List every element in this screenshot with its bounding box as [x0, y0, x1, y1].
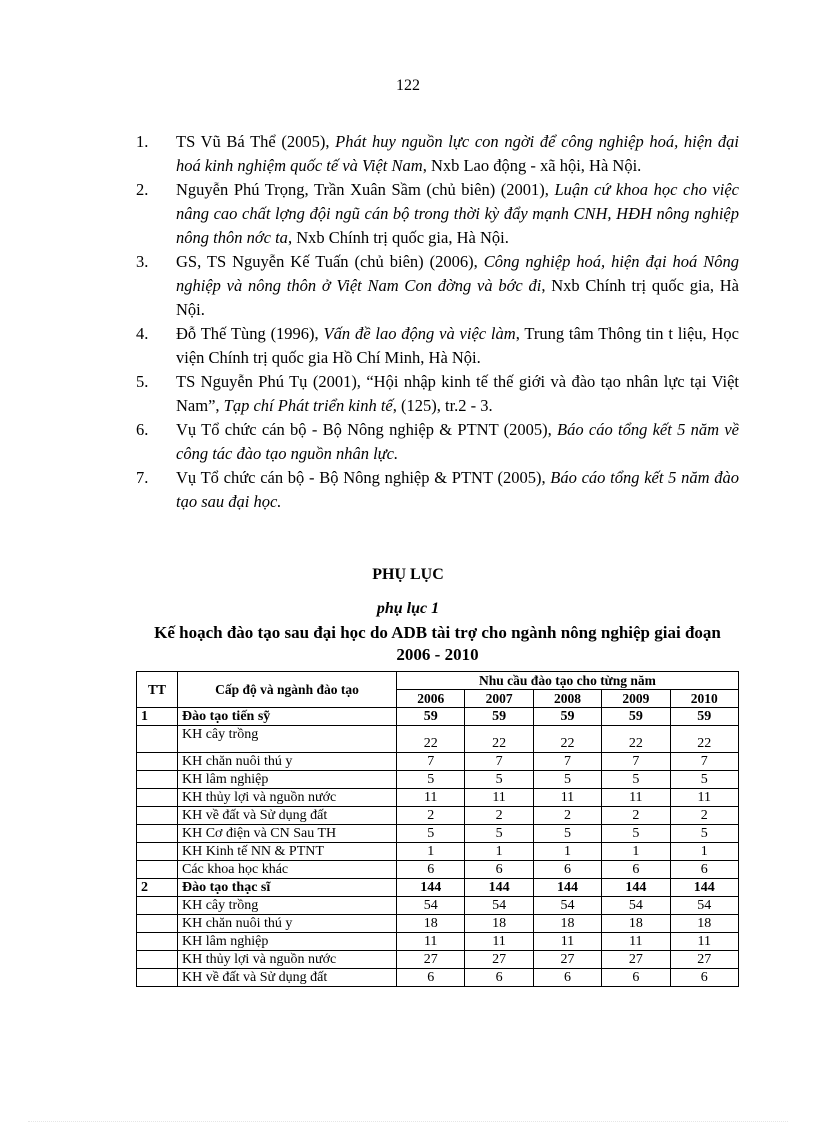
row-value: 11 — [465, 933, 533, 951]
row-value: 2 — [602, 807, 670, 825]
reference-title: Phát huy nguồn lực con ngời để công nghiệp hoá, hiện đại hoá kinh nghiệm quốc tế và Việt Nam — [176, 132, 739, 175]
row-tt — [137, 825, 178, 843]
row-value: 54 — [602, 897, 670, 915]
row-value: 18 — [465, 915, 533, 933]
row-value: 7 — [533, 753, 601, 771]
row-value: 11 — [602, 933, 670, 951]
reference-title: Tạp chí Phát triển kinh tế — [223, 396, 393, 415]
reference-lead: TS Vũ Bá Thể (2005), — [176, 132, 336, 151]
table-group-row — [137, 879, 739, 897]
table-row — [137, 915, 739, 933]
table-row — [137, 771, 739, 789]
reference-tail: , Nxb Chính trị quốc gia, Hà Nội. — [176, 276, 739, 319]
reference-number: 6. — [136, 420, 149, 439]
row-value: 18 — [670, 915, 739, 933]
reference-number: 4. — [136, 324, 149, 343]
row-value: 2 — [670, 807, 739, 825]
row-value: 18 — [602, 915, 670, 933]
row-value: 6 — [670, 861, 739, 879]
row-value: 11 — [670, 789, 739, 807]
row-value: 5 — [533, 825, 601, 843]
row-tt — [137, 915, 178, 933]
row-name: KH Kinh tế NN & PTNT — [178, 843, 397, 861]
reference-title: Báo cáo tổng kết 5 năm đào tạo sau đại học. — [176, 468, 739, 511]
table-row — [137, 969, 739, 987]
row-value: 11 — [465, 789, 533, 807]
row-name: Các khoa học khác — [178, 861, 397, 879]
row-value: 22 — [533, 726, 601, 753]
row-value: 6 — [465, 969, 533, 987]
row-value: 2 — [397, 807, 465, 825]
row-name: KH thủy lợi và nguồn nước — [178, 951, 397, 969]
row-value: 54 — [465, 897, 533, 915]
row-value: 1 — [397, 843, 465, 861]
row-value: 22 — [602, 726, 670, 753]
reference-number: 7. — [136, 468, 149, 487]
reference-title: Công nghiệp hoá, hiện đại hoá Nông nghiệp và nông thôn ở Việt Nam Con đờng và bớc đi — [176, 252, 739, 295]
year-header: 2009 — [602, 690, 670, 708]
reference-tail: , Nxb Lao động - xã hội, Hà Nội. — [422, 156, 642, 175]
row-value: 5 — [465, 825, 533, 843]
row-tt — [137, 807, 178, 825]
reference-list — [136, 130, 739, 514]
row-value: 18 — [533, 915, 601, 933]
reference-item — [136, 418, 739, 466]
reference-lead: GS, TS Nguyễn Kế Tuấn (chủ biên) (2006), — [176, 252, 484, 271]
year-header: 2008 — [533, 690, 601, 708]
row-value: 6 — [602, 969, 670, 987]
row-value: 144 — [397, 879, 465, 897]
reference-item — [136, 130, 739, 178]
table-body — [137, 708, 739, 987]
row-tt: 1 — [137, 708, 178, 726]
row-value: 11 — [533, 789, 601, 807]
table-row — [137, 897, 739, 915]
row-value: 27 — [465, 951, 533, 969]
reference-number: 2. — [136, 180, 149, 199]
row-value: 6 — [670, 969, 739, 987]
row-value: 5 — [397, 825, 465, 843]
column-header-tt: TT — [137, 672, 178, 708]
row-value: 6 — [533, 969, 601, 987]
reference-tail: , (125), tr.2 - 3. — [392, 396, 493, 415]
row-tt — [137, 843, 178, 861]
row-name: KH lâm nghiệp — [178, 933, 397, 951]
row-value: 11 — [670, 933, 739, 951]
row-name: KH thủy lợi và nguồn nước — [178, 789, 397, 807]
table-row — [137, 861, 739, 879]
row-tt — [137, 933, 178, 951]
row-value: 5 — [670, 825, 739, 843]
row-name: KH chăn nuôi thú y — [178, 753, 397, 771]
row-value: 6 — [397, 861, 465, 879]
row-name: KH chăn nuôi thú y — [178, 915, 397, 933]
row-value: 59 — [397, 708, 465, 726]
row-value: 22 — [465, 726, 533, 753]
table-row — [137, 843, 739, 861]
year-header: 2010 — [670, 690, 739, 708]
row-value: 11 — [533, 933, 601, 951]
row-value: 6 — [602, 861, 670, 879]
row-value: 59 — [670, 708, 739, 726]
row-value: 5 — [670, 771, 739, 789]
reference-item — [136, 322, 739, 370]
row-name: KH Cơ điện và CN Sau TH — [178, 825, 397, 843]
reference-item — [136, 466, 739, 514]
row-value: 27 — [397, 951, 465, 969]
row-value: 11 — [397, 933, 465, 951]
row-value: 7 — [602, 753, 670, 771]
reference-lead: Vụ Tổ chức cán bộ - Bộ Nông nghiệp & PTNT (2005), — [176, 468, 551, 487]
table-row — [137, 933, 739, 951]
row-value: 7 — [465, 753, 533, 771]
row-value: 6 — [465, 861, 533, 879]
year-header: 2006 — [397, 690, 465, 708]
table-title: Kế hoạch đào tạo sau đại học do ADB tài trợ cho ngành nông nghiệp giai đoạn 2006 - 2010 — [154, 623, 721, 664]
row-value: 144 — [670, 879, 739, 897]
table-row — [137, 726, 739, 753]
row-value: 7 — [670, 753, 739, 771]
reference-item — [136, 250, 739, 322]
column-header-group: Nhu cầu đào tạo cho từng năm — [397, 672, 739, 690]
row-value: 18 — [397, 915, 465, 933]
reference-item — [136, 178, 739, 250]
reference-number: 1. — [136, 132, 149, 151]
row-value: 6 — [397, 969, 465, 987]
row-value: 11 — [397, 789, 465, 807]
row-value: 11 — [602, 789, 670, 807]
row-value: 1 — [465, 843, 533, 861]
reference-title: Vấn đề lao động và việc làm — [323, 324, 516, 343]
table-row — [137, 807, 739, 825]
row-value: 7 — [397, 753, 465, 771]
appendix-heading: PHỤ LỤC — [372, 566, 444, 583]
row-value: 27 — [602, 951, 670, 969]
table-row — [137, 951, 739, 969]
row-value: 27 — [670, 951, 739, 969]
row-value: 144 — [465, 879, 533, 897]
row-tt — [137, 753, 178, 771]
row-tt — [137, 897, 178, 915]
table-row — [137, 753, 739, 771]
row-tt — [137, 969, 178, 987]
row-name: Đào tạo thạc sĩ — [178, 879, 397, 897]
reference-lead: Vụ Tổ chức cán bộ - Bộ Nông nghiệp & PTNT (2005), — [176, 420, 558, 439]
row-tt: 2 — [137, 879, 178, 897]
row-value: 22 — [397, 726, 465, 753]
reference-tail: , Nxb Chính trị quốc gia, Hà Nội. — [287, 228, 509, 247]
row-name: KH về đất và Sử dụng đất — [178, 807, 397, 825]
row-value: 5 — [533, 771, 601, 789]
row-value: 1 — [670, 843, 739, 861]
row-value: 54 — [397, 897, 465, 915]
row-value: 59 — [465, 708, 533, 726]
reference-lead: TS Nguyễn Phú Tụ (2001), “Hội nhập kinh tế thế giới và đào tạo nhân lực tại Việt Nam”, — [176, 372, 739, 415]
table-row — [137, 825, 739, 843]
reference-item — [136, 370, 739, 418]
table-row — [137, 789, 739, 807]
year-header: 2007 — [465, 690, 533, 708]
row-value: 5 — [397, 771, 465, 789]
training-plan-table — [136, 671, 739, 987]
reference-number: 5. — [136, 372, 149, 391]
row-value: 1 — [602, 843, 670, 861]
row-tt — [137, 951, 178, 969]
row-value: 54 — [670, 897, 739, 915]
row-value: 27 — [533, 951, 601, 969]
row-value: 5 — [465, 771, 533, 789]
row-value: 5 — [602, 825, 670, 843]
row-value: 22 — [670, 726, 739, 753]
reference-title: Báo cáo tổng kết 5 năm về công tác đào tạo nguồn nhân lực. — [176, 420, 739, 463]
row-tt — [137, 726, 178, 753]
reference-lead: Nguyễn Phú Trọng, Trần Xuân Sầm (chủ biên) (2001), — [176, 180, 555, 199]
row-value: 6 — [533, 861, 601, 879]
reference-tail: , Trung tâm Thông tin t liệu, Học viện Chính trị quốc gia Hồ Chí Minh, Hà Nội. — [176, 324, 740, 367]
row-value: 144 — [533, 879, 601, 897]
table-group-row — [137, 708, 739, 726]
appendix-subheading: phụ lục 1 — [376, 600, 440, 617]
row-name: Đào tạo tiến sỹ — [178, 708, 397, 726]
row-value: 59 — [533, 708, 601, 726]
row-value: 2 — [465, 807, 533, 825]
row-tt — [137, 789, 178, 807]
row-name: KH về đất và Sử dụng đất — [178, 969, 397, 987]
row-value: 54 — [533, 897, 601, 915]
row-name: KH lâm nghiệp — [178, 771, 397, 789]
row-tt — [137, 861, 178, 879]
row-value: 144 — [602, 879, 670, 897]
row-tt — [137, 771, 178, 789]
row-value: 5 — [602, 771, 670, 789]
page-number: 122 — [396, 77, 420, 94]
reference-title: Luận cứ khoa học cho việc nâng cao chất lợng đội ngũ cán bộ trong thời kỳ đẩy mạnh CNH, HĐH nông nghiệp nông thôn nớc ta — [176, 180, 739, 247]
row-value: 1 — [533, 843, 601, 861]
row-value: 59 — [602, 708, 670, 726]
reference-number: 3. — [136, 252, 149, 271]
row-value: 2 — [533, 807, 601, 825]
column-header-name: Cấp độ và ngành đào tạo — [178, 672, 397, 708]
reference-lead: Đỗ Thế Tùng (1996), — [176, 324, 324, 343]
row-name: KH cây trồng — [178, 726, 397, 753]
row-name: KH cây trồng — [178, 897, 397, 915]
